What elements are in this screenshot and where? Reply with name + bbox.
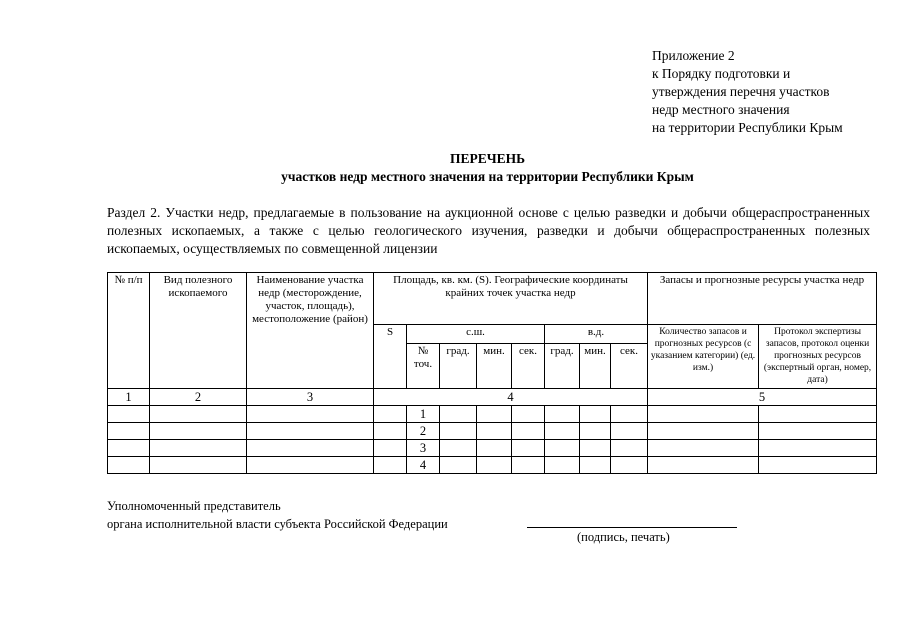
appendix-line: утверждения перечня участков: [652, 84, 830, 99]
document-title: ПЕРЕЧЕНЬ: [449, 151, 526, 166]
signatory-line-2: органа исполнительной власти субъекта Российской Федерации: [107, 517, 448, 531]
signatory-line-1: Уполномоченный представитель: [107, 499, 281, 513]
appendix-line: недр местного значения: [652, 102, 790, 117]
column-number: 4: [374, 389, 648, 406]
table-row: [108, 440, 877, 457]
section-description: Раздел 2. Участки недр, предлагаемые в пользование на аукционной основе с целью разведки и добычи общераспространенных полезных ископаемых, а также с целью геологического изучения, разведки и добычи общераспространенных полезных ископаемых, осуществляемых по совмещенной лицензии: [107, 205, 870, 256]
header-protocol: Протокол экспертизы запасов, протокол оценки прогнозных ресурсов (экспертный орган, номер, дата): [759, 325, 877, 389]
column-number: 2: [150, 389, 247, 406]
point-number: 1: [407, 406, 440, 423]
appendix-line: к Порядку подготовки и: [652, 66, 791, 81]
header-qty: Количество запасов и прогнозных ресурсов (с указанием категории) (ед. изм.): [648, 325, 759, 389]
table-row: [108, 406, 877, 423]
column-number: 3: [247, 389, 374, 406]
appendix-line: Приложение 2: [652, 48, 735, 63]
appendix-block: [652, 47, 843, 137]
header-lon-sec: сек.: [611, 344, 648, 389]
point-number: 2: [407, 423, 440, 440]
header-s: S: [374, 325, 407, 389]
table-row: [108, 423, 877, 440]
header-lon: в.д.: [545, 325, 648, 344]
point-number: 4: [407, 457, 440, 474]
appendix-line: на территории Республики Крым: [652, 120, 843, 135]
header-name: Наименование участка недр (месторождение, участок, площадь), местоположение (район): [247, 273, 374, 389]
signature-line: [527, 527, 737, 528]
header-mineral: Вид полезного ископаемого: [150, 273, 247, 389]
plots-table: [107, 272, 877, 474]
header-area: Площадь, кв. км. (S). Географические координаты крайних точек участка недр: [374, 273, 648, 325]
document-subtitle: участков недр местного значения на территории Республики Крым: [281, 169, 694, 184]
header-lon-deg: град.: [545, 344, 580, 389]
header-lat-deg: град.: [440, 344, 477, 389]
header-num: № п/п: [108, 273, 150, 389]
point-number: 3: [407, 440, 440, 457]
signature-caption: (подпись, печать): [577, 530, 670, 544]
header-lon-min: мин.: [580, 344, 611, 389]
column-number: 5: [648, 389, 877, 406]
header-lat-sec: сек.: [512, 344, 545, 389]
table-row: [108, 457, 877, 474]
column-number: 1: [108, 389, 150, 406]
header-lat-min: мин.: [477, 344, 512, 389]
header-lat: с.ш.: [407, 325, 545, 344]
signatory-block: [107, 497, 448, 533]
header-reserves: Запасы и прогнозные ресурсы участка недр: [648, 273, 877, 325]
header-point: № точ.: [407, 344, 440, 389]
